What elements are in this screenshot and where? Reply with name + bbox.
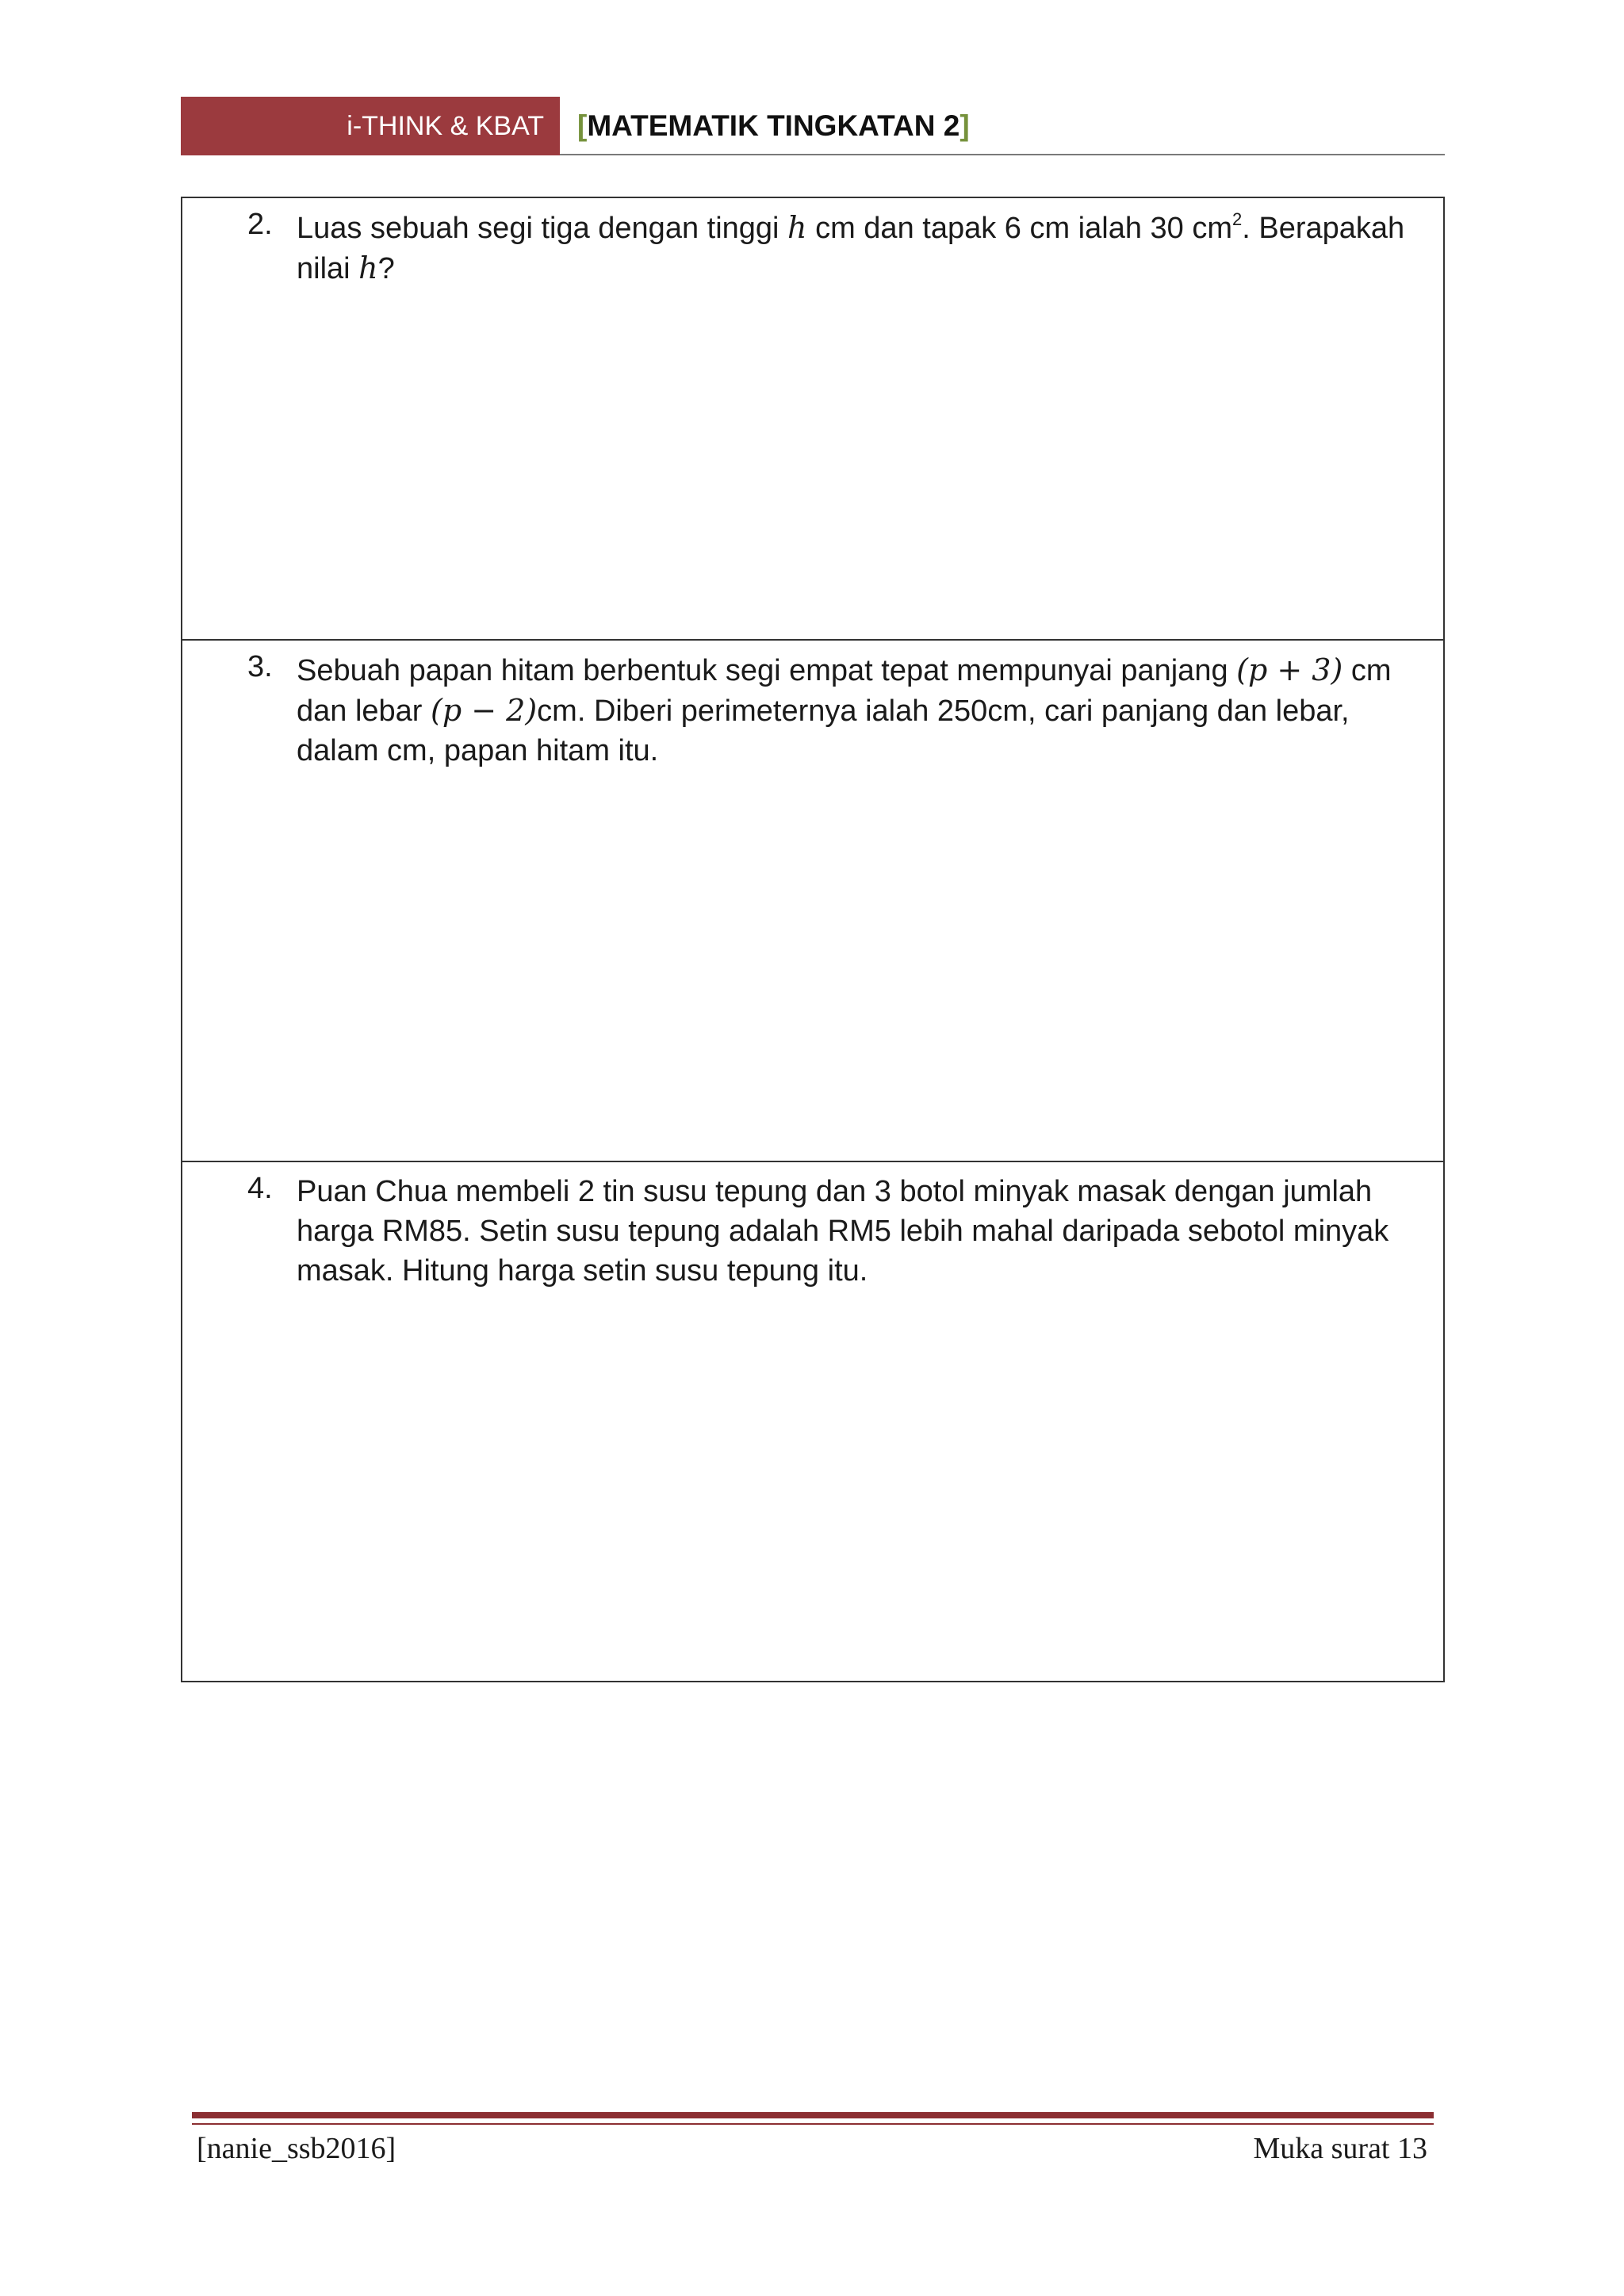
- question-row-4: [182, 1161, 1443, 1681]
- header-bracket-close: ]: [959, 109, 970, 142]
- question-table: [181, 197, 1445, 1682]
- question-row-2: [182, 198, 1443, 639]
- question-number: 2.: [247, 208, 273, 241]
- text-part: ?: [377, 252, 395, 285]
- header-bracket-open: [: [577, 109, 588, 142]
- page-header: [181, 97, 1445, 157]
- footer-author: [nanie_ssb2016]: [197, 2132, 396, 2165]
- question-text: [297, 650, 1407, 771]
- math-var-h: h: [358, 251, 378, 285]
- footer-line: [192, 2123, 1434, 2125]
- question-number: 4.: [247, 1172, 273, 1205]
- math-expression: (p + 3): [1236, 652, 1343, 687]
- math-var-h: h: [787, 210, 807, 245]
- header-tag: i-THINK & KBAT: [181, 97, 560, 155]
- header-title: [577, 97, 970, 155]
- question-number: 3.: [247, 650, 273, 683]
- header-title-text: MATEMATIK TINGKATAN 2: [587, 109, 960, 142]
- header-rule: [560, 154, 1445, 155]
- text-part: cm dan tapak 6 cm ialah 30 cm: [806, 212, 1233, 245]
- text-part: Luas sebuah segi tiga dengan tinggi: [297, 212, 788, 245]
- question-row-3: [182, 639, 1443, 1161]
- footer-page-number: Muka surat 13: [1253, 2132, 1427, 2165]
- superscript: 2: [1232, 209, 1243, 229]
- footer-bar: [192, 2112, 1434, 2118]
- text-part: Sebuah papan hitam berbentuk segi empat tepat mempunyai panjang: [297, 654, 1237, 687]
- text-part: cm. Diberi perimeternya ialah 250cm, cari panjang dan lebar, dalam cm, papan hitam itu.: [297, 695, 1350, 767]
- text-part: cm dan lebar: [297, 654, 1392, 728]
- text-part: . Berapakah nilai: [297, 212, 1405, 285]
- question-text: Puan Chua membeli 2 tin susu tepung dan 3 botol minyak masak dengan jumlah harga RM85. Setin susu tepung adalah RM5 lebih mahal daripada sebotol minyak masak. Hitung harga setin susu tepung itu.: [297, 1175, 1389, 1288]
- math-expression: (p − 2): [431, 693, 538, 728]
- question-text: [297, 208, 1407, 289]
